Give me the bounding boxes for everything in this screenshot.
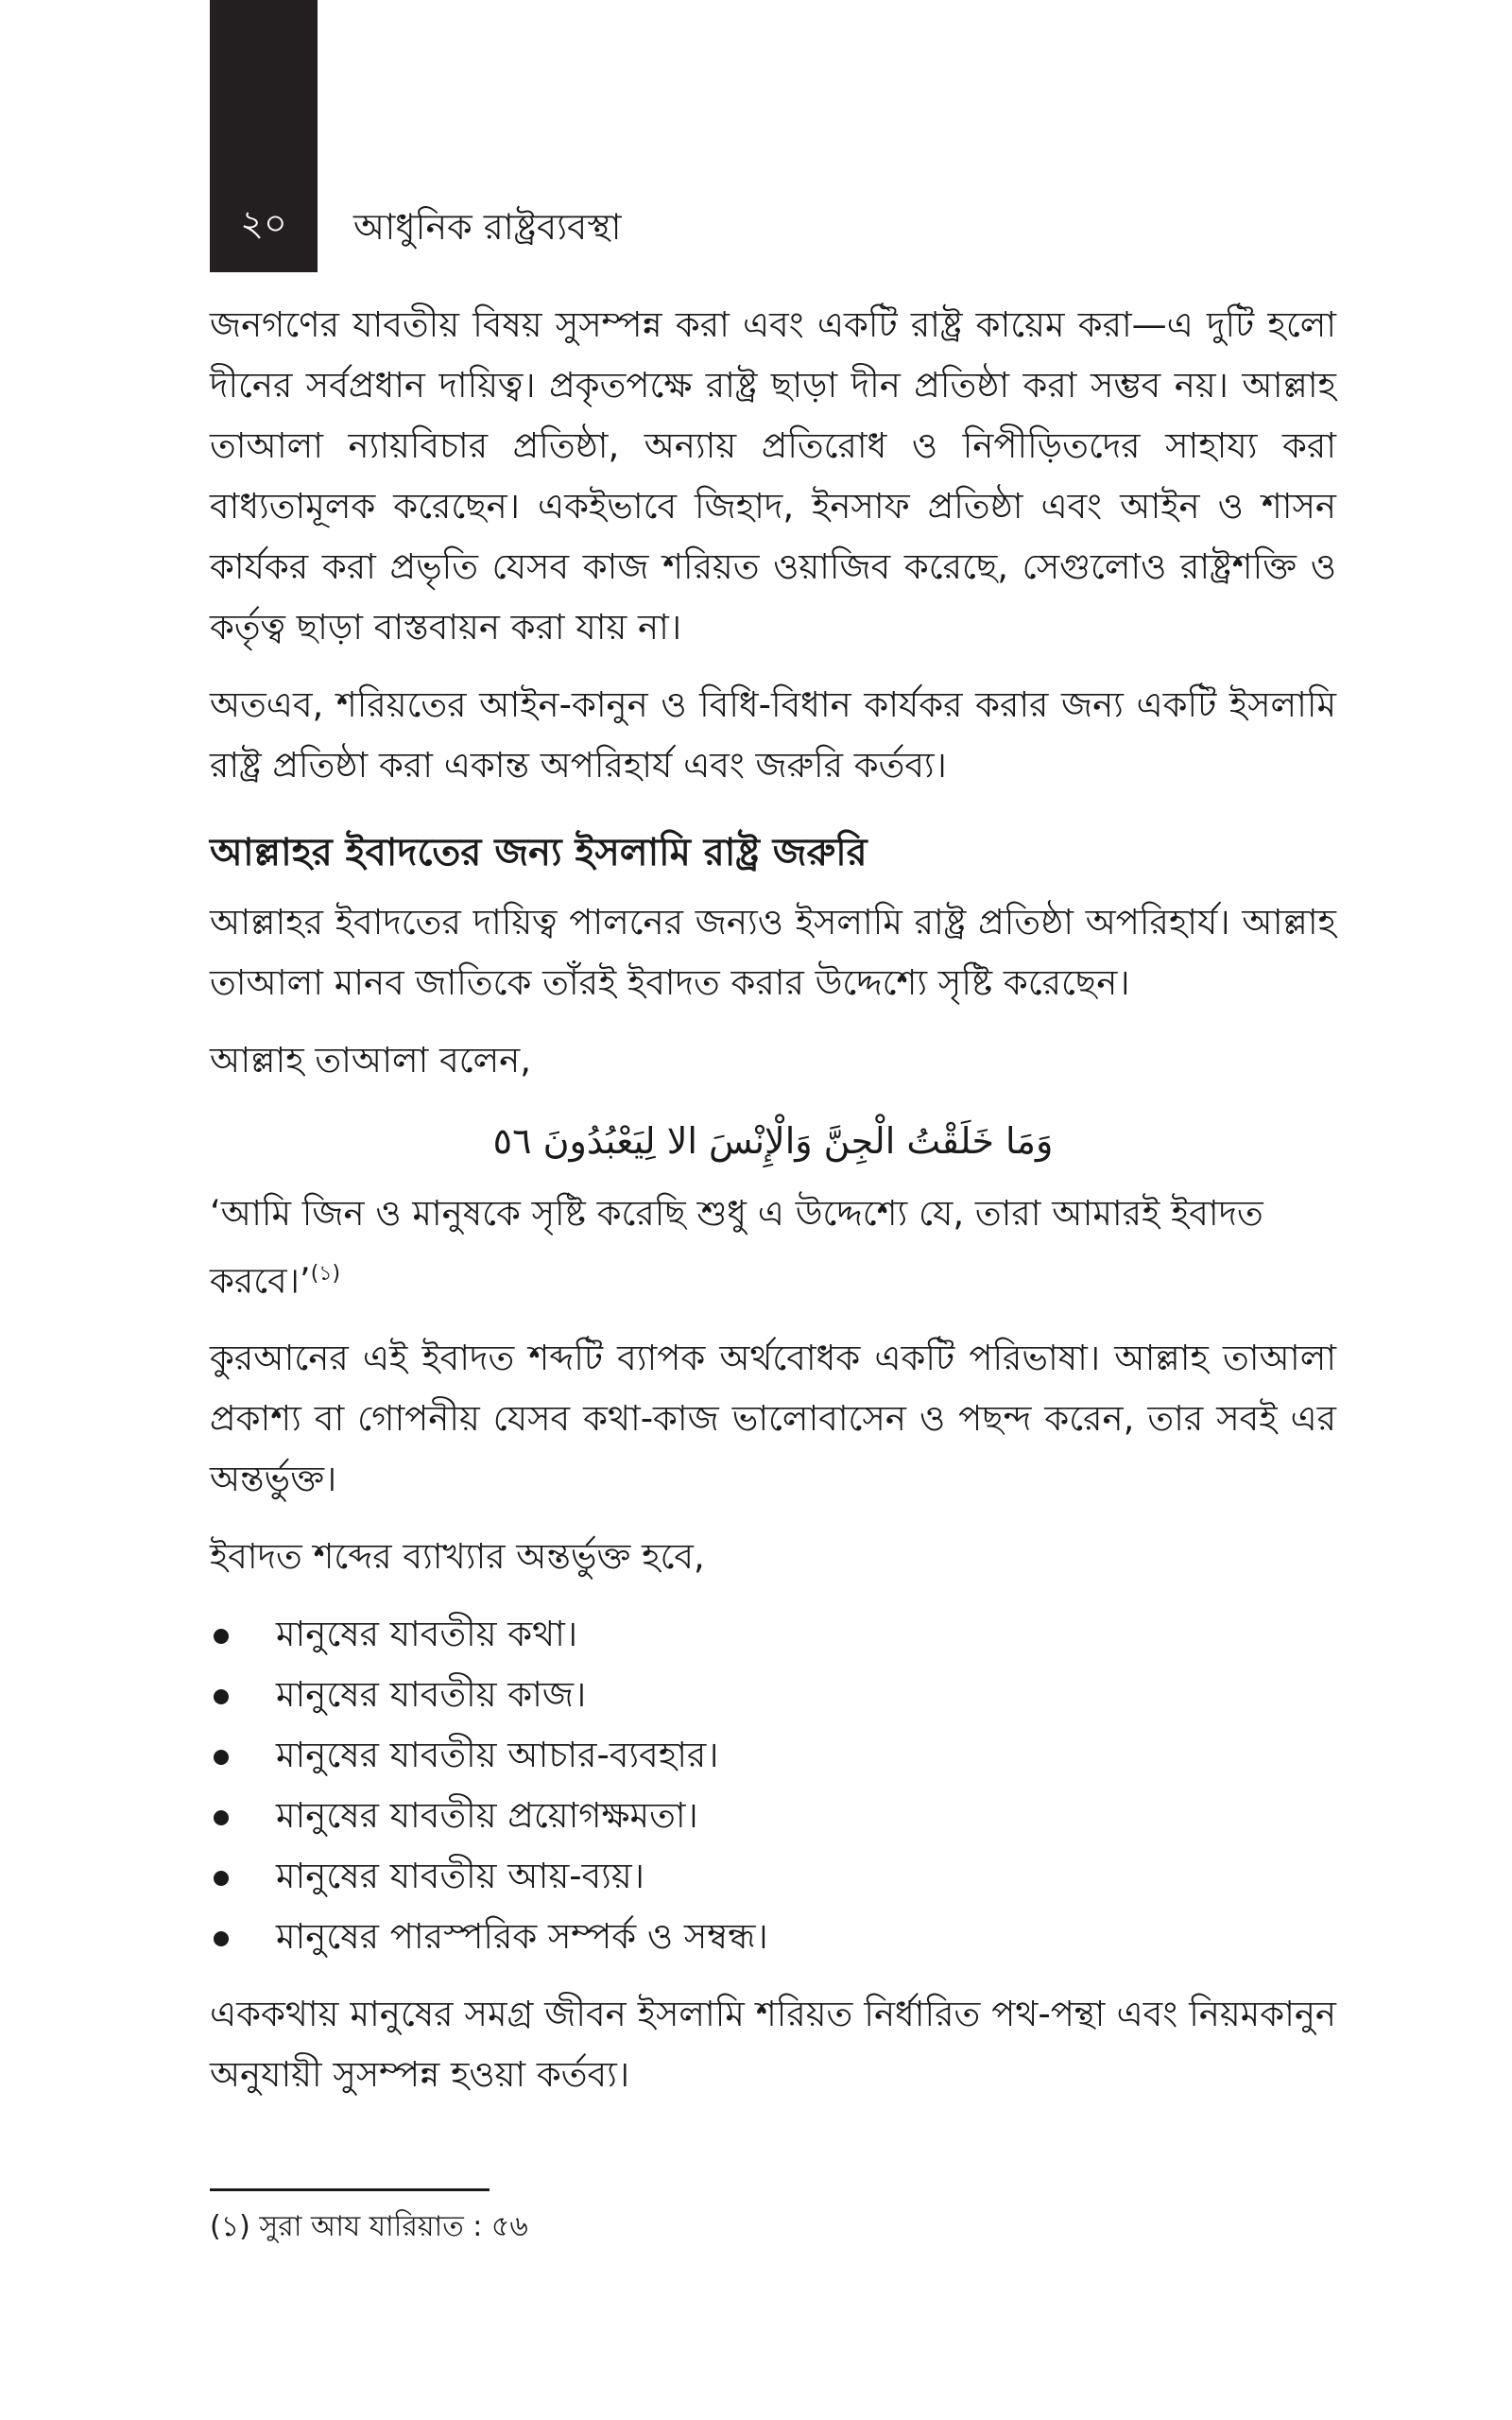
bullet-icon <box>214 1871 229 1886</box>
bullet-icon <box>214 1750 229 1765</box>
list-item: মানুষের যাবতীয় প্রয়োগক্ষমতা। <box>210 1786 1336 1846</box>
list-item: মানুষের যাবতীয় আয়-ব্যয়। <box>210 1846 1336 1907</box>
bullet-icon <box>214 1689 229 1704</box>
paragraph-1: জনগণের যাবতীয় বিষয় সুসম্পন্ন করা এবং একটি রাষ্ট্র কায়েম করা—এ দুটি হলো দীনের সর্বপ্রধান দায়িত্ব। প্রকৃতপক্ষে রাষ্ট্র ছাড়া দীন প্রতিষ্ঠা করা সম্ভব নয়। আল্লাহ তাআলা ন্যায়বিচার প্রতিষ্ঠা, অন্যায় প্রতিরোধ ও নিপীড়িতদের সাহায্য করা বাধ্যতামূলক করেছেন। একইভাবে জিহাদ, ইনসাফ প্রতিষ্ঠা এবং আইন ও শাসন কার্যকর করা প্রভৃতি যেসব কাজ শরিয়ত ওয়াজিব করেছে, সেগুলোও রাষ্ট্রশক্তি ও কর্তৃত্ব ছাড়া বাস্তবায়ন করা যায় না। <box>210 304 1336 648</box>
list-item: মানুষের যাবতীয় কথা। <box>210 1604 1336 1665</box>
verse-translation <box>210 1184 1336 1311</box>
list-item: মানুষের পারস্পরিক সম্পর্ক ও সম্বন্ধ। <box>210 1907 1336 1967</box>
bullet-icon <box>214 1810 229 1825</box>
bullet-icon <box>214 1629 229 1644</box>
bullet-list <box>210 1604 1336 1967</box>
footnote-divider <box>210 2188 490 2191</box>
footnote: (১) সুরা আয যারিয়াত : ৫৬ <box>210 2210 528 2243</box>
list-item: মানুষের যাবতীয় আচার-ব্যবহার। <box>210 1725 1336 1786</box>
paragraph-5: কুরআনের এই ইবাদত শব্দটি ব্যাপক অর্থবোধক একটি পরিভাষা। আল্লাহ তাআলা প্রকাশ্য বা গোপনীয় যেসব কথা-কাজ ভালোবাসেন ও পছন্দ করেন, তার সবই এর অন্তর্ভুক্ত। <box>210 1338 1336 1500</box>
arabic-verse: وَمَا خَلَقْتُ الْجِنَّ وَالْإِنْسَ الا لِيَعْبُدُونَ ٥٦ <box>492 1120 1054 1162</box>
running-title: আধুনিক রাষ্ট্রব্যবস্থা <box>353 206 622 248</box>
paragraph-7: এককথায় মানুষের সমগ্র জীবন ইসলামি শরিয়ত নির্ধারিত পথ-পন্থা এবং নিয়মকানুন অনুযায়ী সুসম্পন্ন হওয়া কর্তব্য। <box>210 1994 1336 2096</box>
section-heading: আল্লাহর ইবাদতের জন্য ইসলামি রাষ্ট্র জরুরি <box>210 831 868 874</box>
paragraph-4: আল্লাহ তাআলা বলেন, <box>210 1040 531 1080</box>
page-body <box>210 295 1336 2122</box>
footnote-ref: (১) <box>310 1262 341 1286</box>
page-number: ২০ <box>240 202 287 244</box>
bullet-icon <box>214 1931 229 1946</box>
list-item: মানুষের যাবতীয় কাজ। <box>210 1665 1336 1725</box>
paragraph-2: অতএব, শরিয়তের আইন-কানুন ও বিধি-বিধান কার্যকর করার জন্য একটি ইসলামি রাষ্ট্র প্রতিষ্ঠা করা একান্ত অপরিহার্য এবং জরুরি কর্তব্য। <box>210 684 1336 786</box>
quote-text: ‘আমি জিন ও মানুষকে সৃষ্টি করেছি শুধু এ উদ্দেশ্যে যে, তারা আমারই ইবাদত করবে।’ <box>210 1193 1263 1302</box>
paragraph-6: ইবাদত শব্দের ব্যাখ্যার অন্তর্ভুক্ত হবে, <box>210 1536 705 1578</box>
paragraph-3: আল্লাহর ইবাদতের দায়িত্ব পালনের জন্যও ইসলামি রাষ্ট্র প্রতিষ্ঠা অপরিহার্য। আল্লাহ তাআলা মানব জাতিকে তাঁরই ইবাদত করার উদ্দেশ্যে সৃষ্টি করেছেন। <box>210 902 1336 1003</box>
